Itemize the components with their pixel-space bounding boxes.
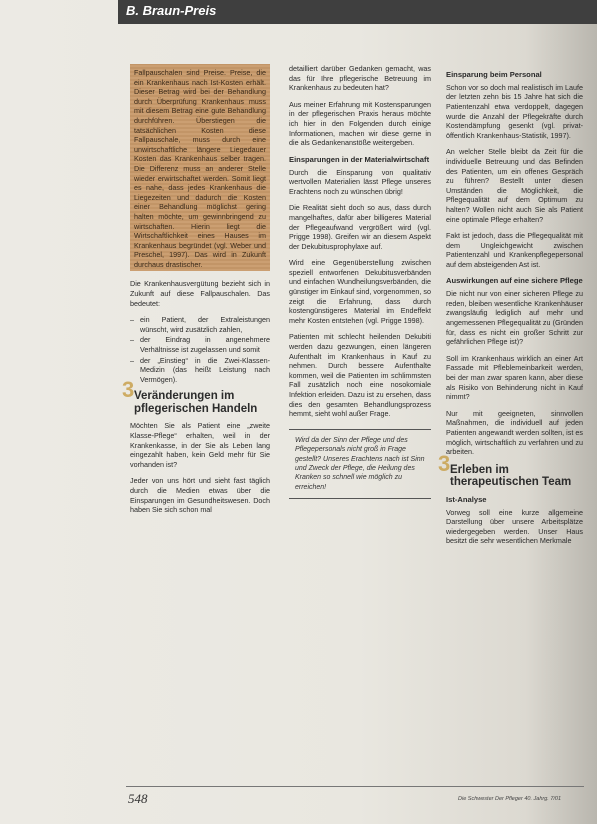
header-title: B. Braun-Preis xyxy=(126,3,217,18)
sub-heading: Ist-Analyse xyxy=(446,494,487,504)
paragraph: Die nicht nur von einer sicheren Pflege zu reden, bleiben wesentliche Krankenhäuser zwangsläufig lediglich auf mehr und angemessenen Pflegequalität zu (Gründen für, dass es nicht ein großer Schritt zur gefährlichen Pflege ist)? xyxy=(446,289,583,347)
paragraph: Fakt ist jedoch, dass die Pflegequalität mit dem Ungleichgewicht zwischen Patientenzahl und Krankenpflegepersonal auf dem absteigenden Ast ist. xyxy=(446,231,583,269)
paragraph: Die Realität sieht doch so aus, dass durch mangelhaftes, dafür aber billigeres Material der Pflegeaufwand vergrößert wird (vgl. Prigge 1998). Greifen wir an diesem Aspekt der Dekubitusprophylaxe auf. xyxy=(289,203,431,251)
highlighted-scan-box xyxy=(130,64,270,271)
bullet-list xyxy=(130,315,270,384)
column-2 xyxy=(289,64,431,499)
column-3 xyxy=(438,64,583,553)
paragraph: Schon vor so doch mal realistisch im Laufe der letzten zehn bis 15 Jahre hat sich die Patientenzahl etwa verdoppelt, dagegen wurde die Anzahl der Pflegekräfte durch Kostendämpfung gesenkt (vgl. privat-öffentlich Krankenhaus-Statistik, 1997). xyxy=(446,82,583,140)
paragraph: Vorweg soll eine kurze allgemeine Darstellung über unsere Arbeitsplätze wiedergegeben werden. Unser Haus besitzt die sehr wesentlichen Merkmale xyxy=(446,507,583,546)
section-heading: 3 Erleben im therapeutischen Team xyxy=(438,450,572,489)
paragraph: An welcher Stelle bleibt da Zeit für die individuelle Betreuung und das Befinden des Patienten, um ein offenes Gespräch zu führen? Bestellt unter diesen Umständen die Möglichkeit, die Pflegequalität auf dem Optimum zu halten? Wollen nicht auch Sie als Patient eine optimale Pflege erhalten? xyxy=(446,147,583,224)
list-item: – der Eindrag in angenehmere Verhältnisse ist zugelassen und somit xyxy=(130,335,270,354)
paragraph: Soll im Krankenhaus wirklich an einer Art Fassade mit Pfleblemeinbarkeit werden, bei der man zwar sparen kann, aber diese als Risiko von Behinderung nicht in Kauf nimmt? xyxy=(446,353,583,402)
footer-source: Die Schwester Der Pfleger 40. Jahrg. 7/01 xyxy=(458,796,562,802)
footer-rule xyxy=(126,786,584,787)
paragraph: Möchten Sie als Patient eine „zweite Klasse-Pflege“ erhalten, weil in der Krankenkasse, in der Sie als Leben lang eingezahlt haben, kein Geld mehr für Sie vorhanden ist? xyxy=(130,421,270,469)
paragraph: detailliert darüber Gedanken gemacht, was das für Ihre pflegerische Betreuung im Krankenhaus zu bedeuten hat? xyxy=(289,64,431,93)
swirl-icon: 3 xyxy=(438,450,451,476)
paragraph: Aus meiner Erfahrung mit Kostensparungen in der pflegerischen Praxis heraus möchte ich hier in den Folgenden durch einige Informationen, machen wir diese gerne in die als Gedankenanstöße weitergeben. xyxy=(289,99,431,148)
column-1 xyxy=(122,64,270,522)
list-item: – der „Einstieg“ in die Zwei-Klassen-Medizin (das heißt Leistung nach Vermögen). xyxy=(130,356,270,385)
sub-heading: Auswirkungen auf eine sichere Pflege xyxy=(446,276,583,286)
scan-text: Fallpauschalen sind Preise. Preise, die ein Krankenhaus nach Ist-Kosten erhält. Dieser Betrag wird bei der Behandlung durch Überprüfung Krankenhaus muss mit diesem Betrag eine gute Behandlung durchführen. Überstiegen die tatsächlichen Kosten diese Fallpauschale, muss durch eine unwirtschaftliche längere Liegedauer Kosten das Krankenhaus selber tragen. Die Differenz muss an anderer Stelle wieder erwirtschaftet werden. Somit liegt es nahe, dass jedes Krankenhaus die Liegezeiten und dadurch die Kosten einer Behandlung möglichst gering halten möchte, um gewinnbringend zu wirtschaften. Hierin liegt die Wirtschaftlichkeit eines Hauses im Krankenhaus begründet (vgl. Weber und Preschel, 1997). Das wird in Zukunft durchaus drastischer. xyxy=(134,68,266,269)
sub-heading: Einsparungen in der Materialwirtschaft xyxy=(289,154,430,164)
section-heading: 3 Veränderungen im pflegerischen Handeln xyxy=(122,377,258,415)
pull-quote: Wird da der Sinn der Pflege und des Pflegepersonals nicht groß in Frage gestellt? Unseres Erachtens nach ist Sinn und Zweck der Pflege, die Heilung des Kranken so schnell wie möglich zu erreichen! xyxy=(289,429,431,499)
paragraph: Wird eine Gegenüberstellung zwischen speziell entworfenen Dekubitusverbänden und einfachen Wundheilungsverbänden, die günstiger im Einkauf sind, vorgenommen, so zeigt die Erfahrung, dass durch kostengünstigeres Material im Endeffekt mehr Kosten entstehen (vgl. Prigge 1998). xyxy=(289,258,431,325)
paragraph: Durch die Einsparung von qualitativ wertvollen Materialien lässt Pflege unseres Erachtens noch zu wünschen übrig! xyxy=(289,167,431,196)
page-number: 548 xyxy=(128,791,148,806)
list-item: – ein Patient, der Extraleistungen wünscht, wird zusätzlich zahlen, xyxy=(130,315,270,334)
swirl-icon: 3 xyxy=(122,377,135,403)
paragraph: Nur mit geeigneten, sinnvollen Maßnahmen, die individuell auf jeden Patienten angewandt werden sollten, ist es möglich, wirtschaftlich zu verfahren und zu arbeiten. xyxy=(446,408,583,457)
paragraph: Patienten mit schlecht heilenden Dekubiti werden dazu gezwungen, einen längeren Aufenthalt im Krankenhaus in Kauf zu nehmen. Durch bessere Aufenthalte kommen, weil die Patienten im schlimmsten Fall zusätzlich noch eine nosokomiale Infektion erleiden. Dazu ist zu ersehen, dass dies den gesamten Behandlungsprozess hemmt, sieht wohl außer Frage. xyxy=(289,332,431,419)
paragraph: Jeder von uns hört und sieht fast täglich durch die Medien etwas über die Einsparungen im Gesundheitswesen. Doch haben Sie sich schon mal xyxy=(130,476,270,515)
sub-heading: Einsparung beim Personal xyxy=(446,70,542,79)
paragraph: Die Krankenhausvergütung bezieht sich in Zukunft auf diese Fallpauschalen. Das bedeutet: xyxy=(130,279,270,308)
